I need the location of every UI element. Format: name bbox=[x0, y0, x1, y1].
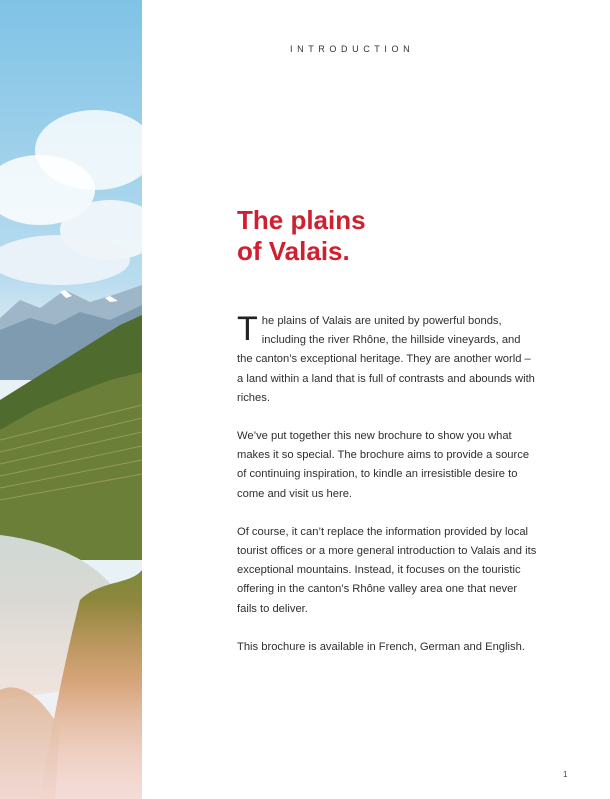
body-text bbox=[237, 312, 537, 676]
paragraph-1-text: he plains of Valais are united by powerful bonds, including the river Rhône, the hillside vineyards, and the canton’s exceptional heritage. They are another world – a land within a land that is full of contrasts and abounds with riches. bbox=[237, 315, 535, 404]
title-line-2: of Valais. bbox=[237, 236, 350, 266]
drop-cap: T bbox=[237, 310, 258, 348]
paragraph-2: We’ve put together this new brochure to show you what makes it so special. The brochure aims to provide a source of continuing inspiration, to kindle an irresistible desire to come and visit us here. bbox=[237, 430, 530, 500]
valais-landscape-image bbox=[0, 0, 142, 799]
paragraph-3: Of course, it can’t replace the information provided by local tourist offices or a more general introduction to Valais and its exceptional mountains. Instead, it focuses on the touristic offering in the canton’s Rhône valley area one that never fails to deliver. bbox=[237, 525, 537, 615]
page-title bbox=[237, 205, 537, 267]
page-number: 1 bbox=[563, 770, 568, 779]
title-line-1: The plains bbox=[237, 205, 366, 235]
section-label: INTRODUCTION bbox=[290, 44, 415, 54]
paragraph-1 bbox=[237, 312, 537, 408]
landscape-photo-strip bbox=[0, 0, 142, 799]
paragraph-4: This brochure is available in French, German and English. bbox=[237, 640, 525, 653]
